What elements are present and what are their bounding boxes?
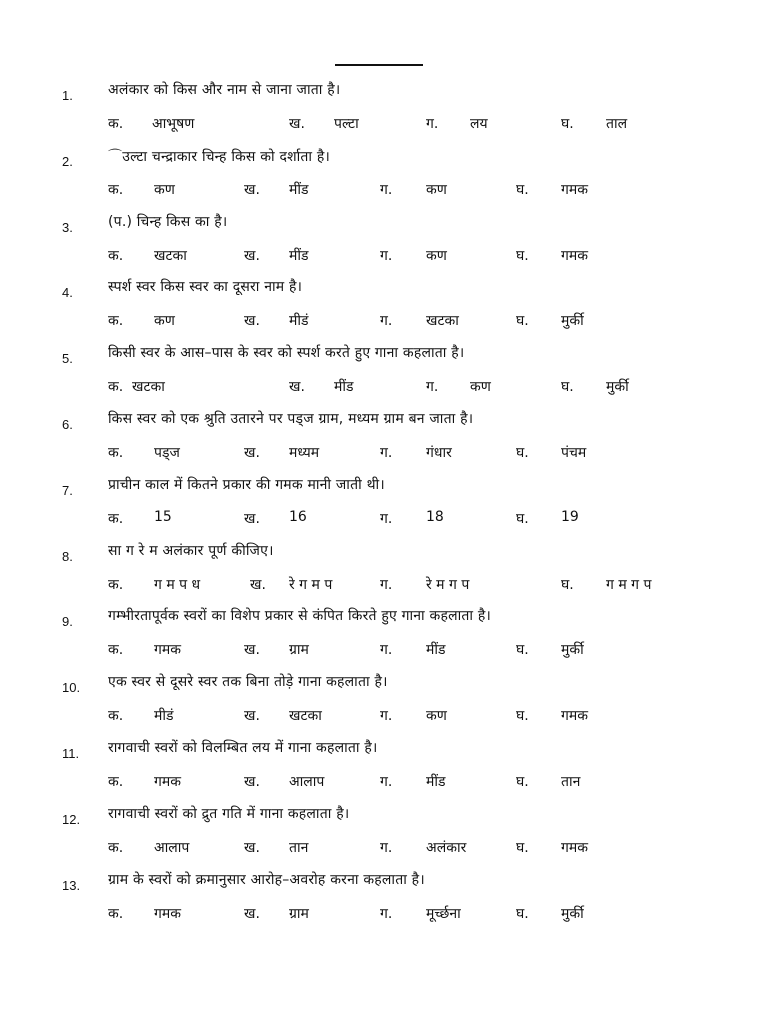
option-label: ग. — [380, 642, 393, 659]
option-text: मुर्की — [561, 905, 584, 922]
question-number: 1. — [62, 88, 73, 103]
option-text: मूर्च्छना — [426, 905, 461, 922]
option-text: 15 — [154, 508, 172, 525]
top-rule — [335, 64, 423, 66]
option-text: 16 — [289, 508, 307, 525]
question-item — [0, 343, 768, 409]
question-text: (प.) चिन्ह किस का है। — [108, 213, 228, 230]
option-label: ग. — [380, 708, 393, 725]
option-label: ख. — [289, 379, 305, 396]
question-text: एक स्वर से दूसरे स्वर तक बिना तोड़े गाना कहलाता है। — [108, 674, 388, 691]
question-item — [0, 277, 768, 343]
question-item — [0, 606, 768, 672]
option-text: ग्राम — [289, 905, 309, 922]
question-number: 12. — [62, 811, 81, 827]
question-item — [0, 870, 768, 936]
option-text: आभूषण — [152, 116, 195, 132]
question-number: 6. — [62, 417, 73, 432]
option-text: मींड — [289, 247, 309, 264]
option-label: ख. — [244, 905, 260, 922]
option-label: ख. — [244, 642, 260, 659]
question-number: 3. — [62, 219, 73, 235]
question-text: किसी स्वर के आस–पास के स्वर को स्पर्श करते हुए गाना कहलाता है। — [108, 345, 465, 362]
question-number: 4. — [62, 285, 73, 301]
option-label: क. — [108, 445, 124, 461]
option-label: ख. — [244, 313, 260, 330]
question-number: 13. — [62, 877, 81, 893]
option-text: गमक — [154, 774, 182, 790]
question-text: रागवाची स्वरों को द्रुत गति में गाना कहलाता है। — [108, 805, 350, 822]
option-label: ग. — [426, 379, 439, 396]
option-text: मुर्की — [561, 313, 584, 330]
option-text: लय — [470, 116, 488, 132]
option-label: ग. — [426, 116, 439, 132]
option-text: 19 — [561, 508, 579, 525]
option-text: कण — [154, 181, 175, 198]
option-label: ख. — [244, 181, 260, 198]
question-text: ग्राम के स्वरों को क्रमानुसार आरोह–अवरोह करना कहलाता है। — [108, 871, 425, 888]
question-number: 2. — [62, 153, 73, 169]
option-label: क. — [108, 839, 124, 856]
option-label: क. — [108, 642, 124, 659]
question-item — [0, 804, 768, 870]
option-text: रे म ग प — [426, 576, 470, 593]
option-text: तान — [289, 839, 309, 856]
option-label: क. — [108, 905, 124, 922]
option-text: ग्राम — [289, 642, 309, 659]
option-label: क. — [108, 379, 124, 396]
option-text: 18 — [426, 508, 444, 525]
option-label: घ. — [516, 708, 529, 725]
option-label: घ. — [561, 576, 574, 593]
question-number: 10. — [62, 680, 81, 696]
option-text: गमक — [154, 642, 182, 659]
option-label: ग. — [380, 313, 393, 330]
option-text: कण — [154, 313, 175, 330]
option-text: खटका — [132, 379, 165, 396]
option-label: ग. — [380, 181, 393, 198]
option-label: ख. — [250, 576, 266, 593]
option-text: गमक — [561, 247, 589, 264]
option-label: ख. — [244, 445, 260, 461]
option-text: खटका — [426, 313, 459, 330]
question-text: प्राचीन काल में कितने प्रकार की गमक मानी जाती थी। — [108, 476, 385, 493]
option-text: पड्ज — [154, 445, 180, 461]
option-label: ग. — [380, 839, 393, 856]
option-label: ख. — [244, 708, 260, 725]
option-text: गमक — [561, 708, 589, 725]
question-text: रागवाची स्वरों को विलम्बित लय में गाना कहलाता है। — [108, 740, 378, 756]
option-text: अलंकार — [426, 839, 467, 856]
option-text: ग म ग प — [606, 576, 652, 593]
option-text: रे ग म प — [289, 576, 333, 593]
option-label: घ. — [561, 116, 574, 132]
option-text: पंचम — [561, 445, 587, 461]
option-label: घ. — [516, 313, 529, 330]
option-text: कण — [426, 181, 447, 198]
question-item — [0, 212, 768, 278]
question-number: 11. — [62, 746, 80, 761]
question-item — [0, 409, 768, 475]
option-label: घ. — [516, 445, 529, 461]
option-text: कण — [470, 379, 491, 396]
option-label: ग. — [380, 445, 393, 461]
question-text: सा ग रे म अलंकार पूर्ण कीजिए। — [108, 542, 274, 559]
question-item — [0, 672, 768, 738]
option-text: मुर्की — [606, 379, 629, 396]
option-text: कण — [426, 708, 447, 725]
option-label: क. — [108, 116, 124, 132]
option-label: ख. — [244, 247, 260, 264]
option-label: ख. — [244, 774, 260, 790]
question-text: किस स्वर को एक श्रुति उतारने पर पड्ज ग्राम, मध्यम ग्राम बन जाता है। — [108, 411, 474, 427]
option-text: खटका — [289, 708, 322, 725]
question-text: ⌒उल्टा चन्द्राकार चिन्ह किस को दर्शाता है। — [108, 148, 331, 165]
option-text: मध्यम — [289, 445, 320, 461]
question-number: 7. — [62, 482, 73, 498]
question-text: स्पर्श स्वर किस स्वर का दूसरा नाम है। — [108, 279, 303, 296]
option-text: मींड — [289, 181, 309, 198]
question-item — [0, 541, 768, 607]
question-item — [0, 146, 768, 212]
option-label: क. — [108, 774, 124, 790]
option-text: गमक — [561, 839, 589, 856]
option-text: मुर्की — [561, 642, 584, 659]
option-label: घ. — [516, 510, 529, 527]
option-text: आलाप — [289, 774, 325, 790]
option-label: ख. — [244, 839, 260, 856]
option-label: ग. — [380, 774, 393, 790]
option-text: गंधार — [426, 445, 452, 461]
option-label: ख. — [244, 510, 260, 527]
option-label: घ. — [561, 379, 574, 396]
option-label: घ. — [516, 181, 529, 198]
question-text: गम्भीरतापूर्वक स्वरों का विशेप प्रकार से कंपित किरते हुए गाना कहलाता है। — [108, 608, 492, 625]
option-text: मींड — [426, 774, 446, 790]
option-label: क. — [108, 708, 124, 725]
option-label: घ. — [516, 642, 529, 659]
question-number: 5. — [62, 351, 73, 367]
option-label: क. — [108, 510, 124, 527]
option-text: पल्टा — [334, 116, 359, 132]
option-text: मीडं — [154, 708, 174, 725]
option-label: क. — [108, 247, 124, 264]
option-label: ग. — [380, 247, 393, 264]
option-text: कण — [426, 247, 447, 264]
option-label: क. — [108, 313, 124, 330]
option-text: खटका — [154, 247, 187, 264]
question-item — [0, 738, 768, 804]
option-label: घ. — [516, 247, 529, 264]
option-text: मीडं — [289, 313, 309, 330]
option-text: मींड — [334, 379, 354, 396]
option-text: मींड — [426, 642, 446, 659]
option-label: क. — [108, 576, 124, 593]
option-text: आलाप — [154, 839, 190, 856]
question-item — [0, 80, 768, 146]
option-label: घ. — [516, 905, 529, 922]
option-label: घ. — [516, 839, 529, 856]
option-label: क. — [108, 181, 124, 198]
option-label: ग. — [380, 576, 393, 593]
question-text: अलंकार को किस और नाम से जाना जाता है। — [108, 82, 341, 98]
option-text: ताल — [606, 116, 628, 132]
option-label: ख. — [289, 116, 305, 132]
option-text: गमक — [561, 181, 589, 198]
question-item — [0, 475, 768, 541]
option-label: ग. — [380, 510, 393, 527]
option-text: गमक — [154, 905, 182, 922]
question-number: 8. — [62, 548, 73, 564]
option-label: घ. — [516, 774, 529, 790]
question-number: 9. — [62, 614, 73, 630]
option-text: ग म प ध — [154, 576, 201, 593]
option-text: तान — [561, 774, 581, 790]
option-label: ग. — [380, 905, 393, 922]
